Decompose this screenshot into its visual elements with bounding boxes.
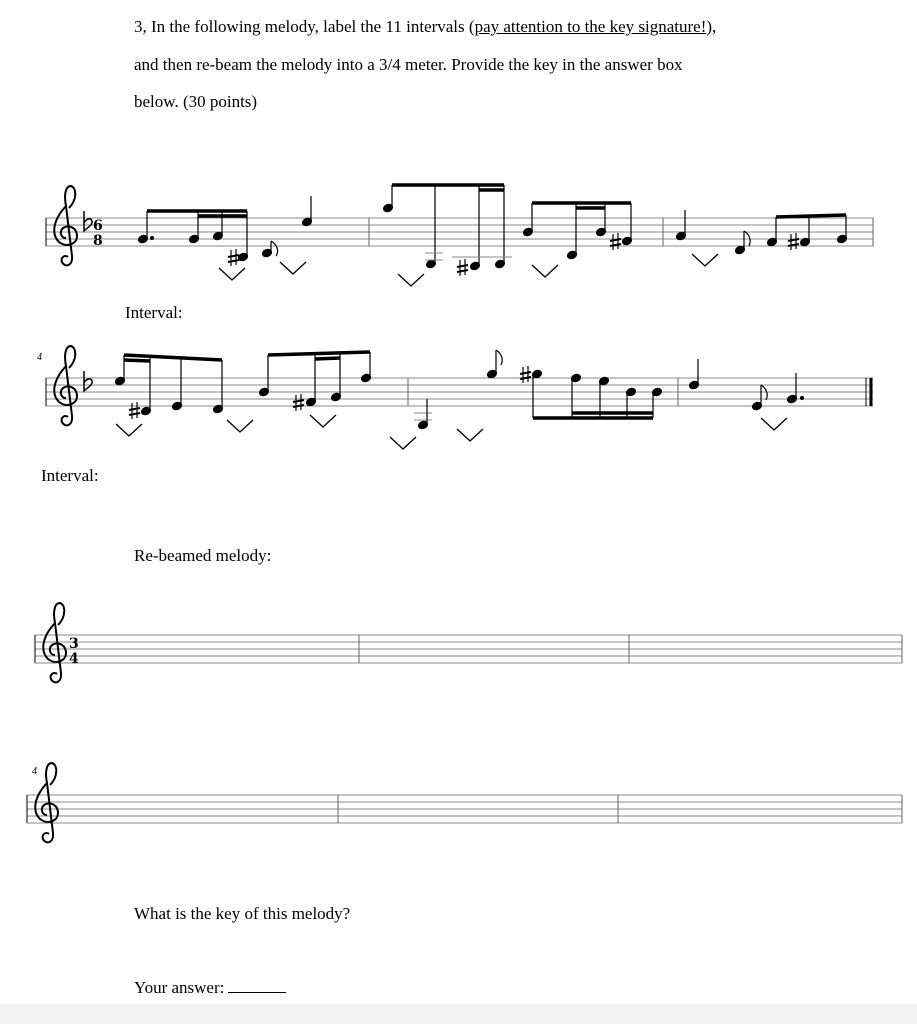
measure-1: [137, 196, 312, 266]
interval-mark: [116, 424, 142, 436]
interval-mark: [398, 274, 424, 286]
treble-clef-icon: [43, 603, 66, 682]
interval-mark: [219, 268, 245, 280]
interval-mark: [692, 254, 718, 266]
time-signature-bottom: 8: [93, 233, 103, 249]
staff-system-1: [46, 185, 873, 286]
your-answer-label: Your answer:: [134, 978, 225, 997]
key-question: What is the key of this melody?: [134, 904, 351, 923]
interval-label-system-1: Interval:: [125, 303, 183, 322]
key-signature-emphasis: pay attention to the key signature!: [474, 17, 707, 36]
staff-system-4: [27, 763, 902, 842]
treble-clef-icon: [54, 346, 77, 425]
measure-5: [414, 350, 663, 430]
question-line-1: 3, In the following melody, label the 11 intervals (pay attention to the key signature!),: [134, 17, 717, 36]
interval-mark: [761, 418, 787, 430]
question-line-3: below. (30 points): [134, 92, 258, 111]
time-signature-top: 3: [69, 636, 79, 652]
flat-icon: [84, 371, 92, 391]
time-signature-top: 6: [93, 218, 103, 234]
flat-icon: [84, 211, 92, 231]
interval-label-system-2: Interval:: [41, 466, 99, 485]
staff-system-3: [35, 603, 902, 682]
interval-mark: [310, 415, 336, 427]
interval-mark: [532, 265, 558, 277]
interval-mark: [280, 262, 306, 274]
rebeamed-melody-label: Re-beamed melody:: [134, 546, 272, 565]
measure-2: [382, 185, 632, 276]
time-signature-bottom: 4: [69, 651, 79, 667]
interval-mark: [227, 420, 253, 432]
interval-mark: [390, 437, 416, 449]
interval-mark: [457, 429, 483, 441]
treble-clef-icon: [54, 186, 77, 265]
question-line-2: and then re-beam the melody into a 3/4 meter. Provide the key in the answer box: [134, 55, 683, 74]
measure-number: 4: [37, 352, 42, 363]
measure-number: 4: [32, 766, 37, 777]
treble-clef-icon: [35, 763, 58, 842]
staff-system-2: [37, 346, 873, 449]
